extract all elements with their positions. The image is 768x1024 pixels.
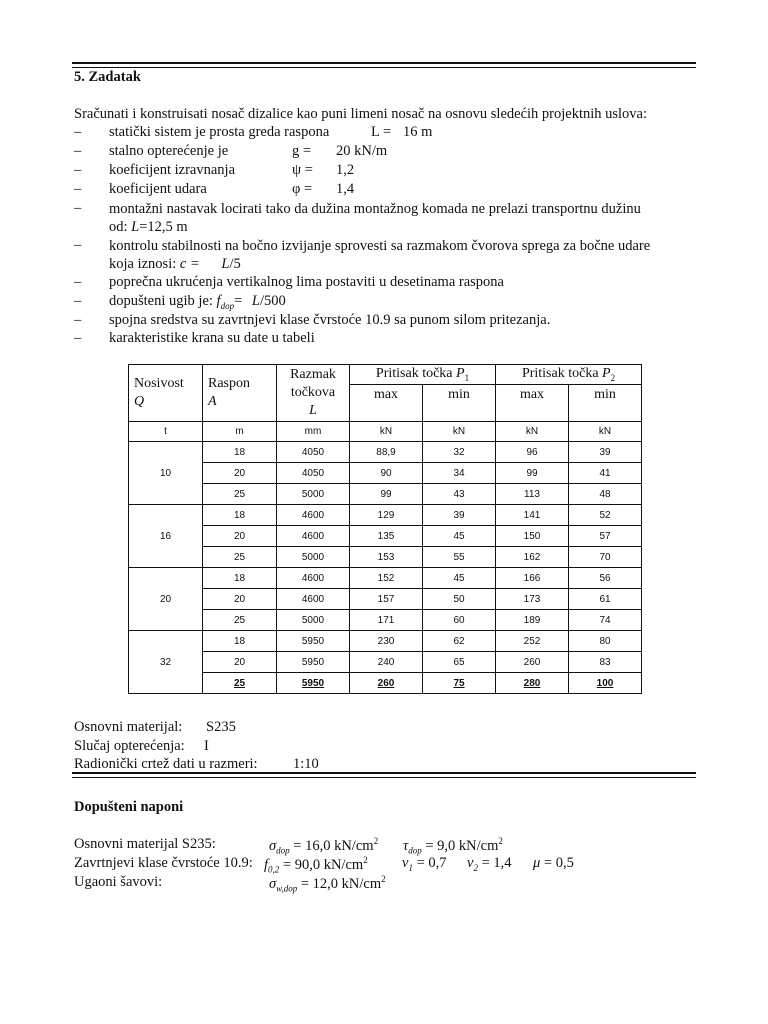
table-cell: 39	[423, 505, 496, 526]
load-case-value: I	[204, 738, 209, 754]
stress-row-label: Zavrtnjevi klase čvrstoće 10.9:	[74, 855, 253, 871]
dash: –	[74, 274, 82, 290]
header-p1: Pritisak točka $P_1$	[350, 365, 496, 385]
dash: –	[74, 293, 82, 309]
top-rule	[72, 62, 696, 68]
condition-symbol: φ =	[292, 181, 313, 197]
table-cell: 166	[496, 568, 569, 589]
table-cell: 65	[423, 652, 496, 673]
dash: –	[74, 124, 82, 140]
table-cell: 99	[350, 484, 423, 505]
table-cell: 4600	[277, 526, 350, 547]
table-row	[129, 631, 642, 652]
intro-text: Sračunati i konstruisati nosač dizalice kao puni limeni nosač na osnovu sledećih projektnih uslova:	[74, 106, 648, 122]
table-cell: 260	[496, 652, 569, 673]
table-cell: 4050	[277, 442, 350, 463]
dash: –	[74, 330, 82, 346]
table-cell: 173	[496, 589, 569, 610]
table-cell: 100	[569, 673, 642, 694]
capacity-cell: 20	[129, 568, 203, 631]
table-cell: 88,9	[350, 442, 423, 463]
dash: –	[74, 312, 82, 328]
table-row	[129, 652, 642, 673]
table-cell: 20	[203, 589, 277, 610]
header-p2-max: max	[496, 385, 569, 422]
table-cell: 32	[423, 442, 496, 463]
table-cell: 260	[350, 673, 423, 694]
table-row	[129, 463, 642, 484]
condition-bolts	[74, 312, 698, 330]
table-cell: 25	[203, 547, 277, 568]
stress-sigma-w: $\sigma_{w,dop} = 12,0$ $kN/cm^2$	[269, 874, 386, 894]
table-cell: 45	[423, 568, 496, 589]
capacity-cell: 10	[129, 442, 203, 505]
dash: –	[74, 162, 82, 178]
stress-sigma: $\sigma_{dop} = 16,0$ $kN/cm^2$	[269, 836, 379, 856]
table-row	[129, 547, 642, 568]
unit-cell: kN	[569, 422, 642, 442]
table-cell: 90	[350, 463, 423, 484]
condition-load	[74, 143, 698, 161]
condition-symbol: g =	[292, 143, 312, 159]
table-cell: 5950	[277, 673, 350, 694]
unit-cell: kN	[423, 422, 496, 442]
table-row	[129, 442, 642, 463]
table-row-selected	[129, 673, 642, 694]
table-cell: 50	[423, 589, 496, 610]
stress-nu1: $\nu_1 = 0,7$	[402, 855, 447, 873]
table-cell: 43	[423, 484, 496, 505]
table-cell: 4600	[277, 589, 350, 610]
stress-f02: $f_{0,2} = 90,0$ $kN/cm^2$	[264, 855, 368, 875]
condition-symbol: ψ =	[292, 162, 313, 178]
stress-row-label: Osnovni materijal S235:	[74, 836, 216, 852]
dash: –	[74, 200, 82, 216]
table-cell: 152	[350, 568, 423, 589]
table-cell: 25	[203, 673, 277, 694]
table-cell: 252	[496, 631, 569, 652]
table-cell: 4600	[277, 505, 350, 526]
condition-text: koeficijent izravnanja	[109, 162, 236, 178]
table-cell: 18	[203, 442, 277, 463]
table-cell: 70	[569, 547, 642, 568]
condition-text: karakteristike krana su date u tabeli	[109, 330, 315, 346]
material-label: Osnovni materijal:	[74, 719, 183, 735]
unit-cell: kN	[350, 422, 423, 442]
table-cell: 280	[496, 673, 569, 694]
table-cell: 162	[496, 547, 569, 568]
table-cell: 83	[569, 652, 642, 673]
table-cell: 5950	[277, 652, 350, 673]
table-cell: 52	[569, 505, 642, 526]
stress-mu: μ = 0,5	[533, 855, 574, 871]
table-cell: 57	[569, 526, 642, 547]
capacity-cell: 16	[129, 505, 203, 568]
condition-text: kontrolu stabilnosti na bočno izvijanje sprovesti sa razmakom čvorova sprega za bočne udare koja iznosi: c = L/5	[109, 238, 651, 272]
condition-text: koeficijent udara	[109, 181, 207, 197]
table-cell: 135	[350, 526, 423, 547]
condition-phi	[74, 181, 698, 199]
header-nosivost: Nosivost Q	[129, 365, 203, 422]
table-cell: 55	[423, 547, 496, 568]
table-row	[129, 610, 642, 631]
table-cell: 25	[203, 484, 277, 505]
dash: –	[74, 143, 82, 159]
header-p2: Pritisak točka $P_2$	[496, 365, 642, 385]
table-row	[129, 526, 642, 547]
stress-nu2: $\nu_2 = 1,4$	[467, 855, 512, 873]
table-row	[129, 505, 642, 526]
header-razmak: Razmak točkova L	[277, 365, 350, 422]
dash: –	[74, 237, 82, 253]
condition-symbol: L =	[371, 124, 392, 140]
bottom-rule	[72, 772, 696, 778]
table-cell: 80	[569, 631, 642, 652]
capacity-cell: 32	[129, 631, 203, 694]
table-cell: 48	[569, 484, 642, 505]
section-title: Dopušteni naponi	[74, 799, 184, 815]
table-row	[129, 484, 642, 505]
table-cell: 5000	[277, 484, 350, 505]
condition-text: poprečna ukrućenja vertikalnog lima postaviti u desetinama raspona	[109, 274, 504, 290]
condition-stiffeners	[74, 274, 698, 292]
table-cell: 61	[569, 589, 642, 610]
crane-table	[128, 364, 642, 694]
table-cell: 74	[569, 610, 642, 631]
table-cell: 25	[203, 610, 277, 631]
unit-cell: m	[203, 422, 277, 442]
task-title: 5. Zadatak	[74, 69, 141, 85]
table-cell: 99	[496, 463, 569, 484]
table-cell: 75	[423, 673, 496, 694]
drawing-scale-label: Radionički crtež dati u razmeri:	[74, 756, 258, 772]
table-cell: 153	[350, 547, 423, 568]
table-cell: 171	[350, 610, 423, 631]
condition-splice	[74, 200, 698, 236]
table-cell: 41	[569, 463, 642, 484]
load-case-label: Slučaj opterećenja:	[74, 738, 185, 754]
condition-value: 16 m	[403, 124, 433, 140]
table-cell: 230	[350, 631, 423, 652]
condition-deflection	[74, 293, 698, 311]
unit-cell: t	[129, 422, 203, 442]
table-cell: 45	[423, 526, 496, 547]
table-cell: 20	[203, 463, 277, 484]
table-cell: 5000	[277, 547, 350, 568]
table-cell: 157	[350, 589, 423, 610]
header-p1-max: max	[350, 385, 423, 422]
dash: –	[74, 181, 82, 197]
table-cell: 5000	[277, 610, 350, 631]
header-raspon: Raspon A	[203, 365, 277, 422]
table-cell: 240	[350, 652, 423, 673]
table-cell: 150	[496, 526, 569, 547]
table-cell: 60	[423, 610, 496, 631]
table-row	[129, 589, 642, 610]
table-row	[129, 568, 642, 589]
unit-cell: kN	[496, 422, 569, 442]
units-row	[129, 422, 642, 442]
unit-cell: mm	[277, 422, 350, 442]
table-cell: 113	[496, 484, 569, 505]
condition-value: 1,2	[336, 162, 355, 178]
condition-crane	[74, 330, 698, 348]
table-cell: 34	[423, 463, 496, 484]
table-cell: 129	[350, 505, 423, 526]
condition-text: stalno opterećenje je	[109, 143, 229, 159]
condition-stability	[74, 237, 698, 273]
drawing-scale-value: 1:10	[293, 756, 319, 772]
condition-value: 1,4	[336, 181, 355, 197]
condition-value: 20 kN/m	[336, 143, 388, 159]
header-p1-min: min	[423, 385, 496, 422]
stress-row-label: Ugaoni šavovi:	[74, 874, 163, 890]
material-value: S235	[206, 719, 236, 735]
condition-text: montažni nastavak locirati tako da dužina montažnog komada ne prelazi transportnu dužinu od: L=12,5 m	[109, 201, 641, 235]
condition-text: statički sistem je prosta greda raspona	[109, 124, 330, 140]
table-cell: 96	[496, 442, 569, 463]
table-cell: 4600	[277, 568, 350, 589]
table-cell: 189	[496, 610, 569, 631]
table-cell: 20	[203, 526, 277, 547]
table-cell: 62	[423, 631, 496, 652]
table-cell: 56	[569, 568, 642, 589]
table-cell: 39	[569, 442, 642, 463]
condition-text: spojna sredstva su zavrtnjevi klase čvrstoće 10.9 sa punom silom pritezanja.	[109, 312, 551, 328]
condition-text: dopušteni ugib je: $f_{dop}= L/500$	[109, 293, 286, 311]
condition-span	[74, 124, 698, 142]
table-cell: 5950	[277, 631, 350, 652]
table-cell: 4050	[277, 463, 350, 484]
stress-tau: $\tau_{dop} = 9,0$ $kN/cm^2$	[403, 836, 503, 856]
table-cell: 18	[203, 631, 277, 652]
table-cell: 20	[203, 652, 277, 673]
table-cell: 18	[203, 505, 277, 526]
table-cell: 18	[203, 568, 277, 589]
condition-psi	[74, 162, 698, 180]
table-cell: 141	[496, 505, 569, 526]
header-p2-min: min	[569, 385, 642, 422]
